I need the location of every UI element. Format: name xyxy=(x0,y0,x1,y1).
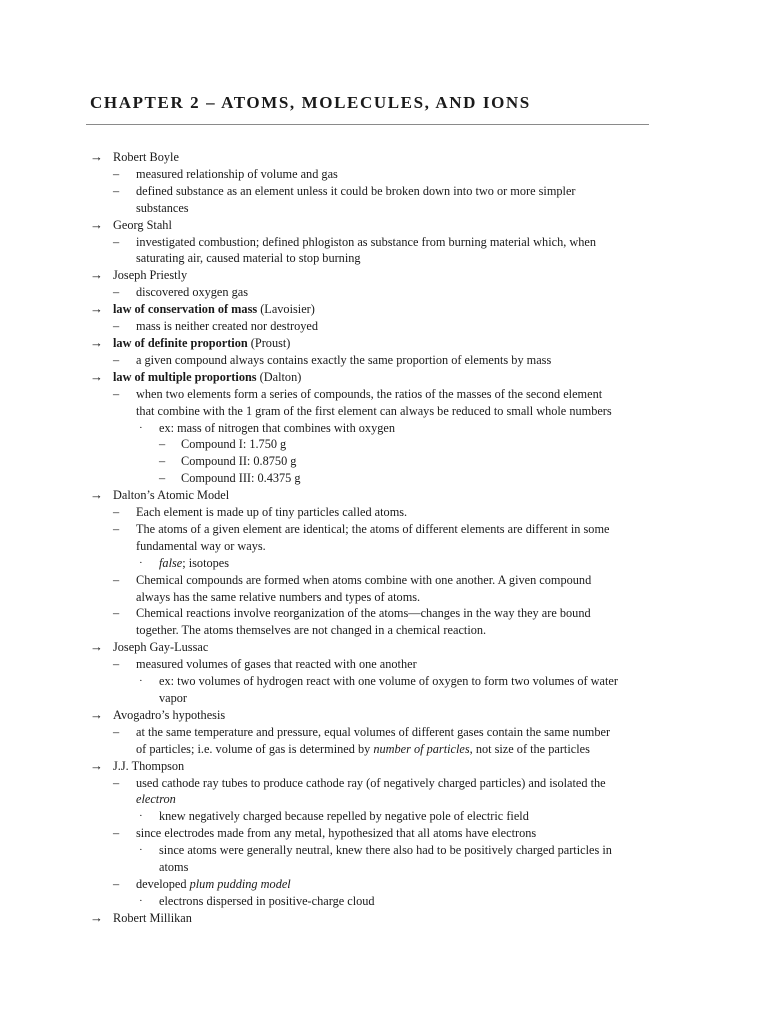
dash-icon: – xyxy=(113,724,120,739)
sub-sub-bullet-item: – Compound II: 0.8750 g xyxy=(159,454,297,469)
dash-icon: – xyxy=(113,386,120,401)
dash-icon: – xyxy=(159,454,166,469)
arrow-icon: → xyxy=(90,301,103,317)
bullet-item: – Chemical compounds are formed when atoms combine with one another. A given compound xyxy=(113,572,592,587)
arrow-icon: → xyxy=(90,706,103,722)
arrow-icon: → xyxy=(90,757,103,773)
dash-icon: – xyxy=(113,775,120,790)
arrow-icon: → xyxy=(90,487,103,503)
topic-heading: → Georg Stahl xyxy=(90,216,172,232)
bullet-item: – Chemical reactions involve reorganization of the atoms—changes in the way they are bound xyxy=(113,606,591,621)
dot-icon: · xyxy=(139,675,143,688)
sub-bullet-item: · ex: mass of nitrogen that combines with oxygen xyxy=(139,420,395,435)
bullet-item: – at the same temperature and pressure, equal volumes of different gases contain the same number xyxy=(113,724,611,739)
bullet-item-continuation: that combine with the 1 gram of the first element can always be reduced to small whole numbers xyxy=(136,403,612,418)
sub-bullet-item: · knew negatively charged because repelled by negative pole of electric field xyxy=(139,809,529,824)
topic-heading: → Robert Millikan xyxy=(90,909,192,925)
sub-bullet-item-continuation: vapor xyxy=(159,691,187,705)
topic-heading: → Avogadro’s hypothesis xyxy=(90,706,226,722)
topic-heading: → Joseph Gay-Lussac xyxy=(90,639,209,655)
dot-icon: · xyxy=(139,810,143,823)
sub-sub-bullet-item: – Compound I: 1.750 g xyxy=(159,437,287,452)
arrow-icon: → xyxy=(90,216,103,232)
bullet-item: – measured relationship of volume and gas xyxy=(113,166,338,181)
notes-list xyxy=(0,149,768,927)
dash-icon: – xyxy=(113,183,120,198)
arrow-icon: → xyxy=(90,368,103,384)
arrow-icon: → xyxy=(90,639,103,655)
dash-icon: – xyxy=(159,471,166,486)
bullet-item-continuation: always has the same relative numbers and types of atoms. xyxy=(136,589,421,604)
arrow-icon: → xyxy=(90,149,103,164)
bullet-item: – investigated combustion; defined phlogiston as substance from burning material which, when xyxy=(113,234,597,249)
bullet-item: – Each element is made up of tiny particles called atoms. xyxy=(113,505,408,520)
bullet-item-continuation: substances xyxy=(136,200,189,215)
dash-icon: – xyxy=(113,521,120,536)
topic-heading: → law of multiple proportions (Dalton) xyxy=(90,368,302,384)
dash-icon: – xyxy=(113,572,120,587)
bullet-item-continuation: electron xyxy=(136,792,176,807)
sub-sub-bullet-item: – Compound III: 0.4375 g xyxy=(159,471,301,486)
bullet-item: – a given compound always contains exactly the same proportion of elements by mass xyxy=(113,352,552,367)
bullet-item: – since electrodes made from any metal, hypothesized that all atoms have electrons xyxy=(113,826,537,841)
bullet-item: – defined substance as an element unless it could be broken down into two or more simpler xyxy=(113,183,576,198)
page-title: CHAPTER 2 – ATOMS, MOLECULES, AND IONS xyxy=(90,93,531,112)
arrow-icon: → xyxy=(90,334,103,350)
bullet-item: – discovered oxygen gas xyxy=(113,285,249,300)
bullet-item-continuation: together. The atoms themselves are not changed in a chemical reaction. xyxy=(136,623,487,638)
topic-heading: → law of definite proportion (Proust) xyxy=(90,334,291,350)
bullet-item-continuation: fundamental way or ways. xyxy=(136,538,266,553)
dash-icon: – xyxy=(113,606,120,621)
bullet-item: – used cathode ray tubes to produce cathode ray (of negatively charged particles) and isolated the xyxy=(113,775,606,790)
arrow-icon: → xyxy=(90,909,103,925)
dash-icon: – xyxy=(113,234,120,249)
dash-icon: – xyxy=(113,876,120,891)
dot-icon: · xyxy=(139,894,143,907)
dash-icon: – xyxy=(113,826,120,841)
topic-heading: → Joseph Priestly xyxy=(90,267,188,283)
bullet-item-continuation: of particles; i.e. volume of gas is determined by number of particles, not size of the particles xyxy=(136,741,590,756)
sub-bullet-item: · ex: two volumes of hydrogen react with one volume of oxygen to form two volumes of water xyxy=(139,674,618,689)
sub-bullet-item: · since atoms were generally neutral, knew there also had to be positively charged particles in xyxy=(139,843,612,858)
topic-heading: → Robert Boyle xyxy=(90,149,179,164)
topic-heading: → J.J. Thompson xyxy=(90,757,185,773)
dot-icon: · xyxy=(139,844,143,857)
sub-bullet-item-continuation: atoms xyxy=(159,860,189,875)
dash-icon: – xyxy=(113,352,120,367)
title-divider xyxy=(86,124,649,125)
dash-icon: – xyxy=(113,505,120,520)
dash-icon: – xyxy=(113,166,120,181)
dash-icon: – xyxy=(159,437,166,452)
topic-heading: → Dalton’s Atomic Model xyxy=(90,487,230,503)
bullet-item: – measured volumes of gases that reacted with one another xyxy=(113,657,417,672)
dash-icon: – xyxy=(113,319,120,334)
dot-icon: · xyxy=(139,421,143,434)
dash-icon: – xyxy=(113,285,120,300)
topic-heading: → law of conservation of mass (Lavoisier) xyxy=(90,301,315,317)
dot-icon: · xyxy=(139,556,143,569)
bullet-item: – The atoms of a given element are identical; the atoms of different elements are different in some xyxy=(113,521,610,536)
bullet-item: – mass is neither created nor destroyed xyxy=(113,319,318,334)
bullet-item: – developed plum pudding model xyxy=(113,876,291,891)
dash-icon: – xyxy=(113,657,120,672)
arrow-icon: → xyxy=(90,267,103,283)
sub-bullet-item: · false; isotopes xyxy=(139,555,230,570)
bullet-item-continuation: saturating air, caused material to stop burning xyxy=(136,251,361,266)
bullet-item: – when two elements form a series of compounds, the ratios of the masses of the second element xyxy=(113,386,603,401)
sub-bullet-item: · electrons dispersed in positive-charge cloud xyxy=(139,893,375,908)
